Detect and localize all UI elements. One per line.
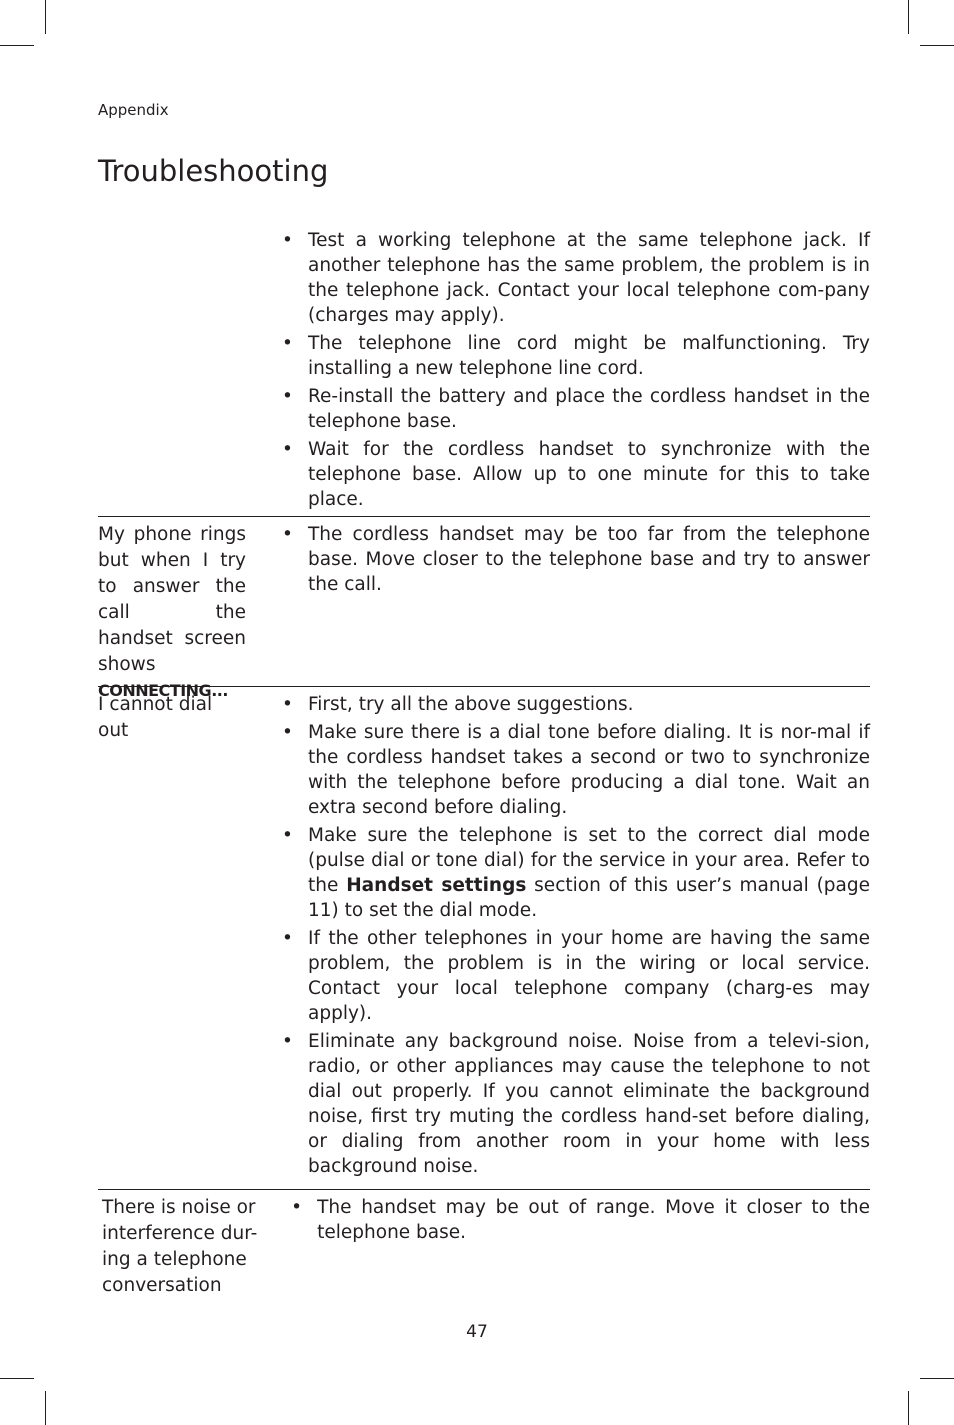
- problem-screen-text: CONNECTING...: [98, 681, 228, 700]
- crop-mark: [908, 0, 909, 34]
- table-row: [98, 1189, 870, 1299]
- problem-text: My phone rings but when I try to answer the call the handset screen shows: [98, 524, 246, 675]
- crop-mark: [45, 0, 46, 34]
- problem-cell: [98, 522, 246, 700]
- crop-mark: [920, 45, 954, 46]
- list-item: • Wait for the cordless handset to synchronize with the telephone base. Allow up to one minute for this to take place.: [280, 437, 870, 512]
- problem-cell: There is noise or interference dur-ing a telephone conversation: [102, 1197, 258, 1296]
- list-item: • Eliminate any background noise. Noise from a televi-sion, radio, or other appliances may cause the telephone to not dial out properly. If you cannot eliminate the background noise, first try muting the cordless hand-set before dialing, or dialing from another room in your home with less background noise.: [280, 1029, 870, 1179]
- table-row: [98, 516, 870, 700]
- list-item: • First, try all the above suggestions.: [280, 692, 870, 717]
- crop-mark: [0, 45, 34, 46]
- page-number: 47: [466, 1322, 488, 1342]
- list-item: [280, 823, 870, 923]
- dial-mode-text: section of this user’s manual (page 11) to set the dial mode.: [308, 875, 870, 921]
- crop-mark: [908, 1391, 909, 1425]
- troubleshooting-table: [98, 226, 870, 1299]
- list-item: • Make sure there is a dial tone before dialing. It is nor-mal if the cordless handset takes a second or two to synchronize with the telephone before producing a dial tone. Wait an extra second before dialing.: [280, 720, 870, 820]
- solution-list: [289, 1195, 870, 1299]
- list-item: • The handset may be out of range. Move it closer to the telephone base.: [289, 1195, 870, 1245]
- crop-mark: [45, 1391, 46, 1425]
- page-title: Troubleshooting: [98, 154, 329, 188]
- list-item: • Re-install the battery and place the cordless handset in the telephone base.: [280, 384, 870, 434]
- solution-list: [280, 692, 870, 1189]
- list-item: • If the other telephones in your home are having the same problem, the problem is in the wiring or local service. Contact your local telephone company (charg-es may apply).: [280, 926, 870, 1026]
- crop-mark: [920, 1378, 954, 1379]
- list-item: • The telephone line cord might be malfunctioning. Try installing a new telephone line cord.: [280, 331, 870, 381]
- dial-mode-text: Make sure the telephone is set to the correct dial mode (pulse dial or tone dial) for the service in your area. Refer to the: [308, 825, 870, 896]
- handset-settings-reference: Handset settings: [346, 875, 527, 896]
- table-row: [98, 226, 870, 516]
- solution-list: [280, 522, 870, 686]
- table-row: [98, 686, 870, 1189]
- solution-list: [280, 228, 870, 516]
- list-item: • The cordless handset may be too far from the telephone base. Move closer to the telephone base and try to answer the call.: [280, 522, 870, 597]
- problem-cell: [98, 228, 246, 516]
- list-item: • Test a working telephone at the same telephone jack. If another telephone has the same problem, the problem is in the telephone jack. Contact your local telephone com-pany (charges may apply).: [280, 228, 870, 328]
- section-label: Appendix: [98, 101, 169, 119]
- problem-cell: I cannot dial out: [98, 694, 213, 741]
- crop-mark: [0, 1378, 34, 1379]
